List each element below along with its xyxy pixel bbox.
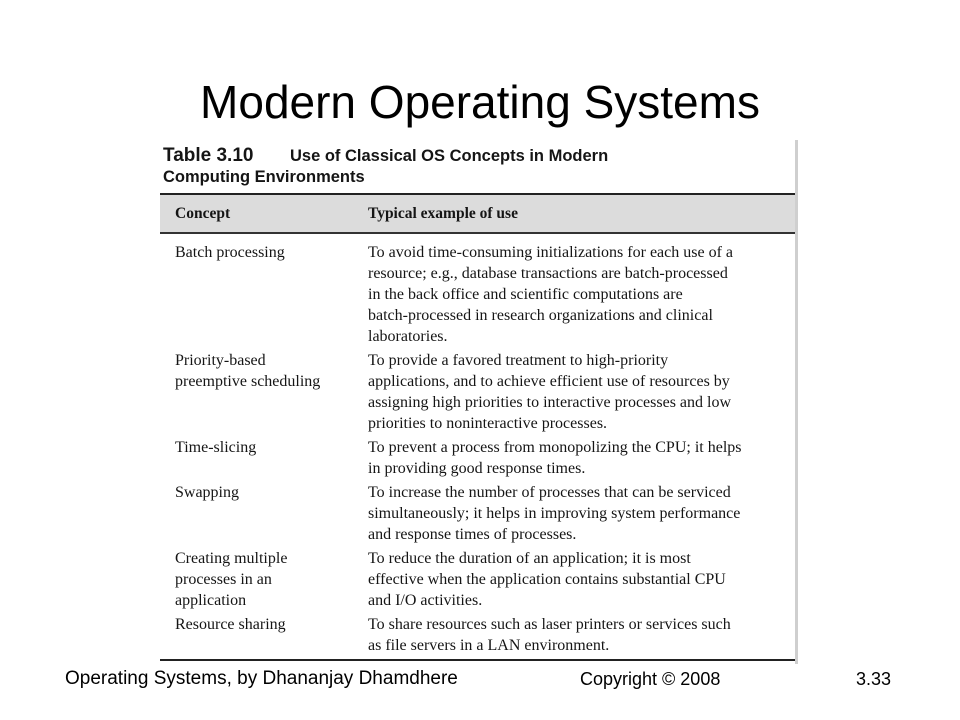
table-header-row <box>160 195 795 232</box>
table-number: Table 3.10 <box>163 145 254 166</box>
example-line: priorities to noninteractive processes. <box>368 415 608 432</box>
concept-cell <box>157 350 368 434</box>
table-row <box>157 482 795 545</box>
concept-cell <box>157 437 368 479</box>
table-bottom-rule <box>160 659 795 661</box>
concept-line: Time-slicing <box>175 439 257 456</box>
example-cell <box>368 482 740 545</box>
example-cell <box>368 614 731 656</box>
example-line: To prevent a process from monopolizing the CPU; it helps <box>368 439 742 456</box>
example-cell <box>368 350 731 434</box>
concept-line: preemptive scheduling <box>175 373 321 390</box>
example-line: effective when the application contains substantial CPU <box>368 571 726 588</box>
concept-line: processes in an <box>175 571 272 588</box>
table-header-rule <box>160 232 795 234</box>
example-line: simultaneously; it helps in improving system performance <box>368 505 741 522</box>
example-line: and response times of processes. <box>368 526 577 543</box>
concept-line: Creating multiple <box>175 550 288 567</box>
table-caption <box>163 145 608 188</box>
concept-cell <box>157 482 368 545</box>
concept-cell <box>157 614 368 656</box>
example-line: as file servers in a LAN environment. <box>368 637 610 654</box>
footer-author: Operating Systems, by Dhananjay Dhamdhere <box>65 668 458 689</box>
table-row <box>157 437 795 479</box>
example-cell <box>368 437 741 479</box>
concept-cell <box>157 242 368 347</box>
example-line: To reduce the duration of an application; it is most <box>368 550 691 567</box>
concept-line: Priority-based <box>175 352 266 369</box>
example-line: laboratories. <box>368 328 448 345</box>
concept-line: Resource sharing <box>175 616 286 633</box>
example-line: and I/O activities. <box>368 592 483 609</box>
header-concept: Concept <box>175 205 231 222</box>
example-line: assigning high priorities to interactive processes and low <box>368 394 732 411</box>
slide-title: Modern Operating Systems <box>200 76 760 128</box>
concept-cell <box>157 548 368 611</box>
table-row <box>157 242 795 347</box>
caption-line-1 <box>163 145 608 167</box>
table-figure <box>157 140 798 664</box>
example-line: resource; e.g., database transactions are batch-processed <box>368 265 728 282</box>
concept-line: Batch processing <box>175 244 285 261</box>
example-line: To increase the number of processes that can be serviced <box>368 484 731 501</box>
example-line: in the back office and scientific computations are <box>368 286 683 303</box>
concept-line: application <box>175 592 247 609</box>
caption-title-line: Use of Classical OS Concepts in Modern <box>290 147 609 165</box>
header-example: Typical example of use <box>368 205 518 222</box>
table-row <box>157 614 795 656</box>
slide-number: 3.33 <box>855 669 891 689</box>
caption-title-line: Computing Environments <box>163 168 365 186</box>
concept-line: Swapping <box>175 484 239 501</box>
example-line: applications, and to achieve efficient use of resources by <box>368 373 730 390</box>
footer-copyright: Copyright © 2008 <box>580 669 721 689</box>
example-line: To avoid time-consuming initializations for each use of a <box>368 244 733 261</box>
table-row <box>157 548 795 611</box>
example-line: To provide a favored treatment to high-priority <box>368 352 669 369</box>
example-line: in providing good response times. <box>368 460 586 477</box>
table-body <box>157 242 795 659</box>
example-line: To share resources such as laser printers or services such <box>368 616 731 633</box>
example-cell <box>368 242 733 347</box>
example-line: batch-processed in research organizations and clinical <box>368 307 713 324</box>
example-cell <box>368 548 726 611</box>
table-row <box>157 350 795 434</box>
